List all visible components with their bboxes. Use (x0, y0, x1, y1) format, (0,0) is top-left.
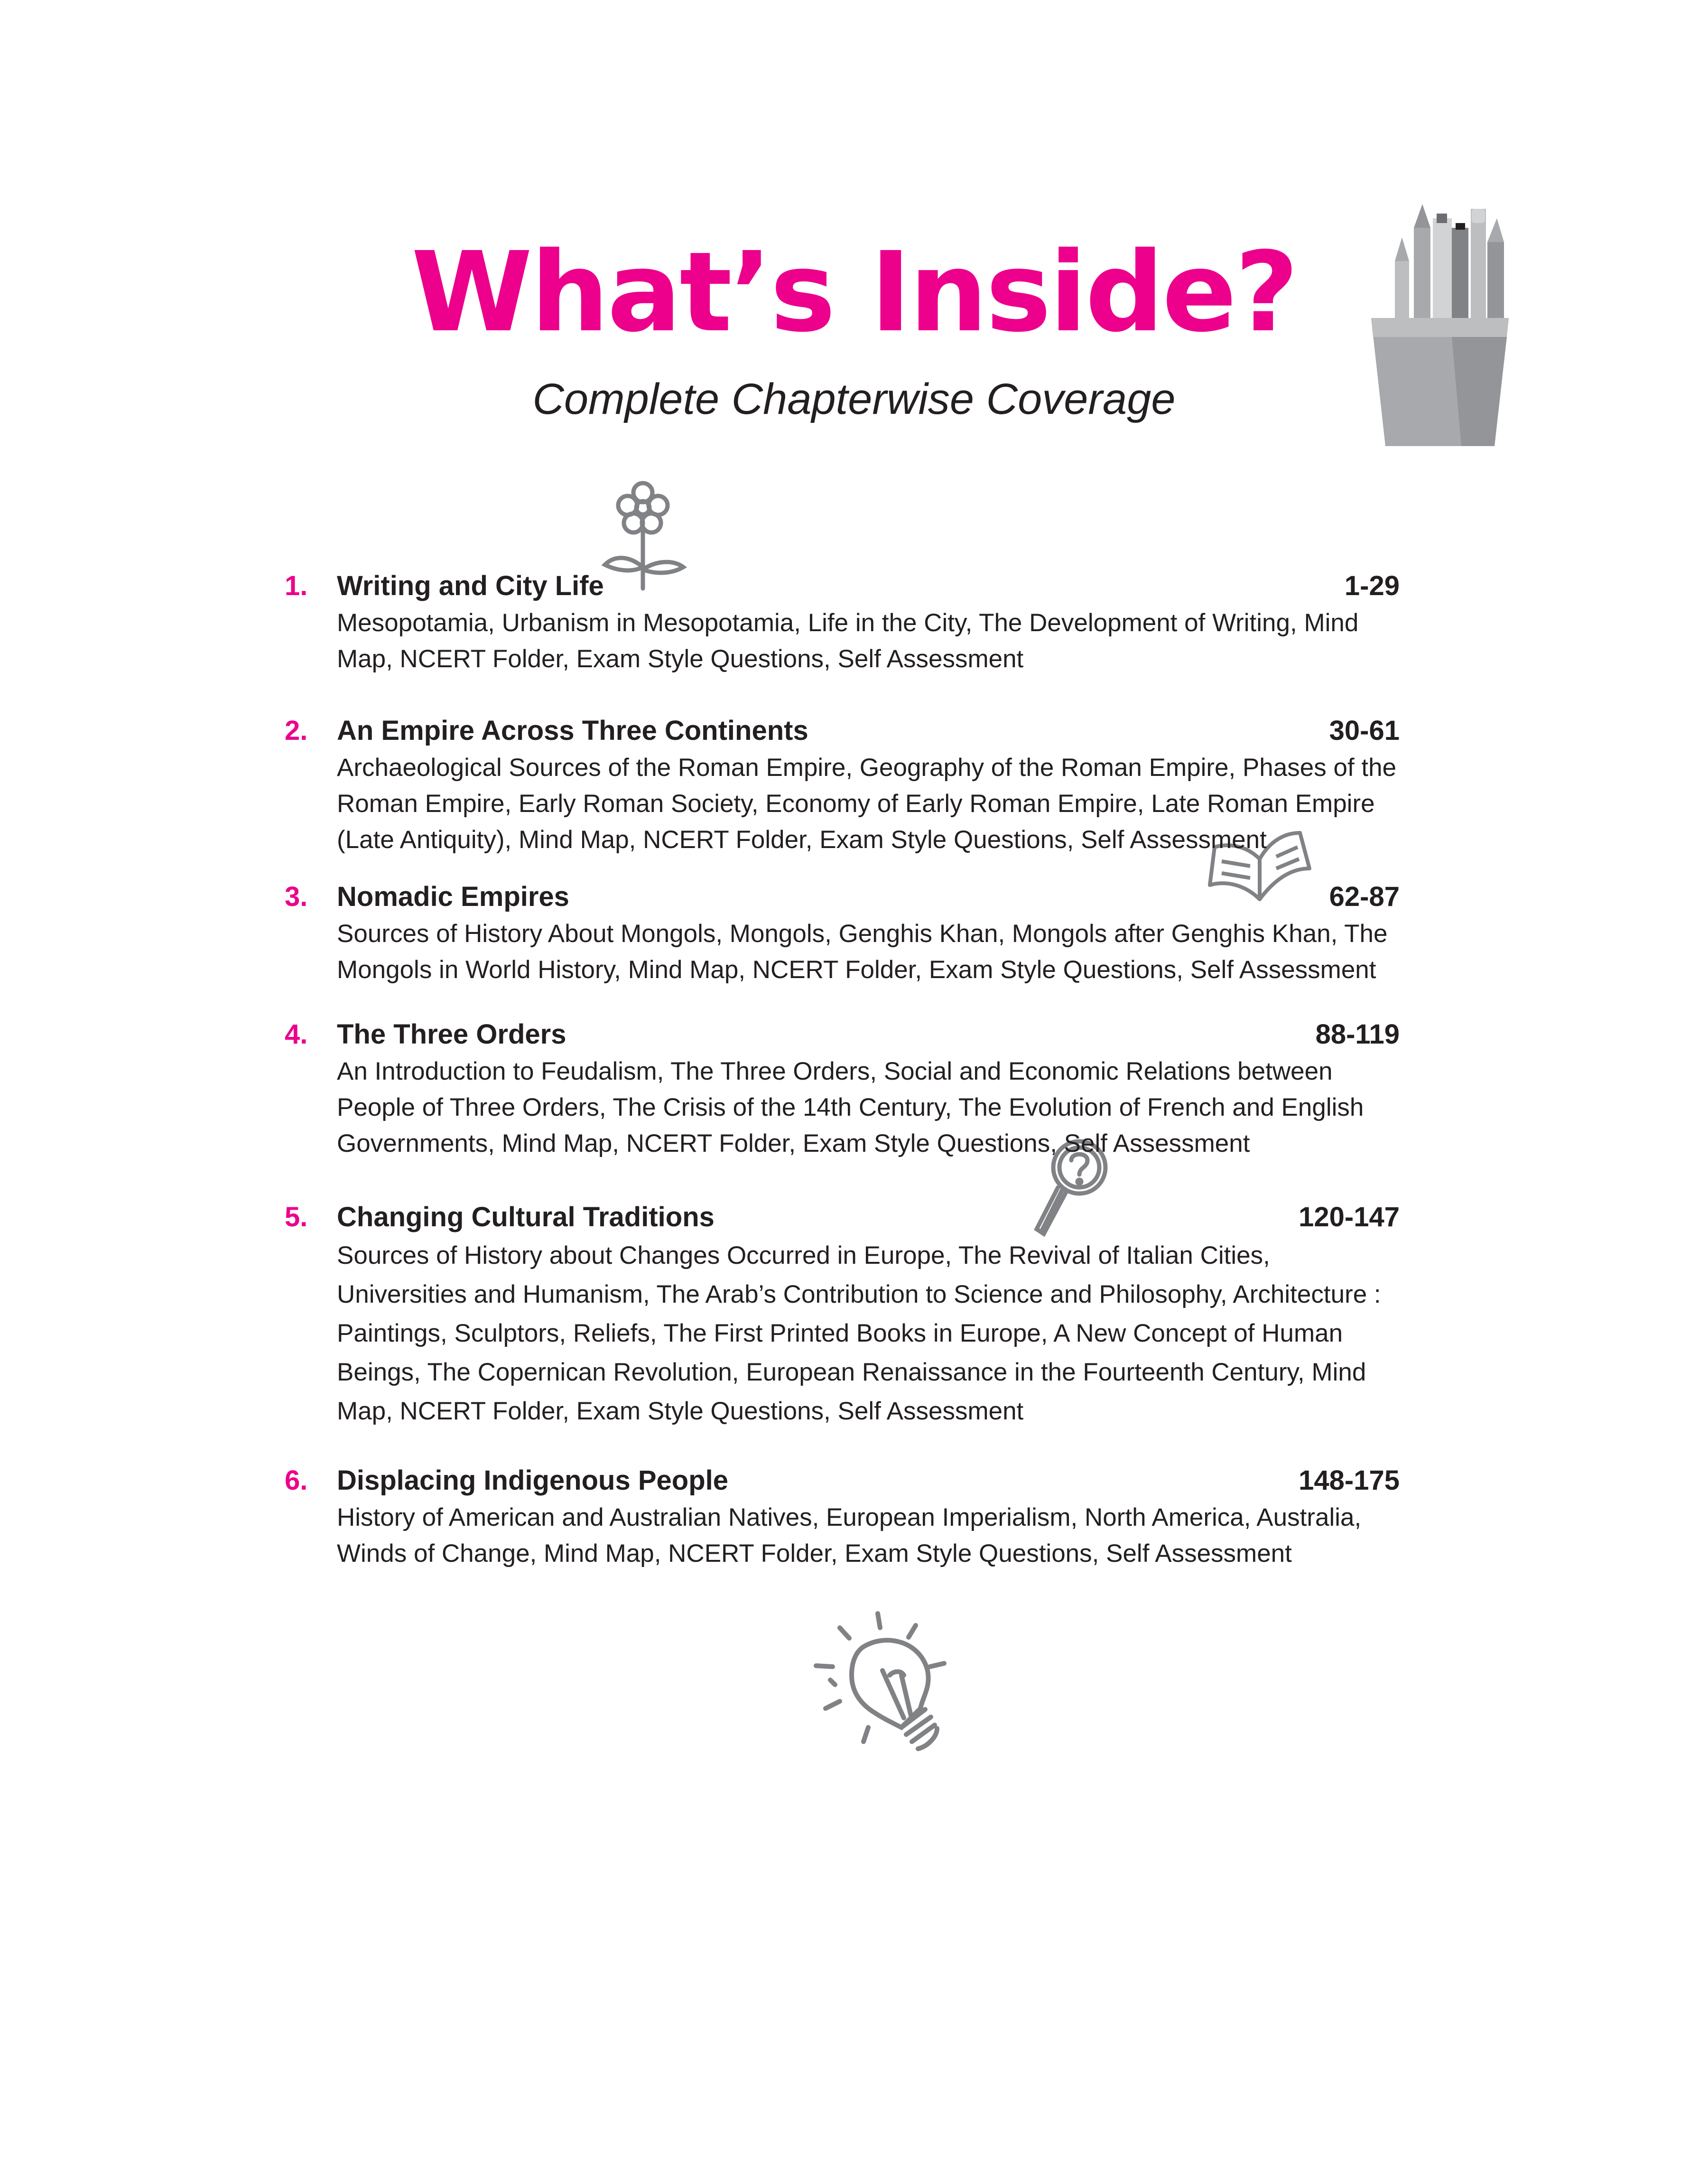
chapter-pages: 62-87 (1329, 881, 1400, 912)
chapter-entry-3 (285, 878, 1400, 988)
chapter-entry-4 (285, 1016, 1400, 1162)
chapter-title: Nomadic Empires (337, 881, 569, 912)
chapter-number: 1. (285, 570, 308, 601)
page-title: What’s Inside? (411, 228, 1297, 356)
chapter-pages: 148-175 (1299, 1465, 1400, 1496)
chapter-topics: History of American and Australian Natives, European Imperialism, North America, Australia, Winds of Change, Mind Map, NCERT Folder, Exam Style Questions, Self Assessment (337, 1503, 1362, 1567)
chapter-number: 6. (285, 1465, 308, 1496)
chapter-pages: 30-61 (1329, 715, 1400, 746)
chapter-number: 3. (285, 881, 308, 912)
chapter-entry-6 (285, 1462, 1400, 1572)
chapter-pages: 120-147 (1299, 1202, 1400, 1232)
chapter-number: 5. (285, 1202, 308, 1232)
chapter-title: The Three Orders (337, 1019, 566, 1050)
chapter-topics: Mesopotamia, Urbanism in Mesopotamia, Life in the City, The Development of Writing, Mind Map, NCERT Folder, Exam Style Questions, Self Assessment (337, 609, 1359, 673)
chapter-entry-2 (285, 712, 1400, 858)
chapter-title: An Empire Across Three Continents (337, 715, 808, 746)
chapter-topics: An Introduction to Feudalism, The Three Orders, Social and Economic Relations between People of Three Orders, The Crisis of the 14th Century, The Evolution of French and English Governments, Mind Map, NCERT Folder, Exam Style Questions, Self Assessment (337, 1057, 1364, 1157)
chapter-number: 4. (285, 1019, 308, 1050)
chapter-entry-1 (285, 567, 1400, 677)
chapter-title: Writing and City Life (337, 570, 604, 601)
chapter-title: Displacing Indigenous People (337, 1465, 728, 1496)
chapter-entry-5 (285, 1198, 1400, 1431)
chapter-topics: Archaeological Sources of the Roman Empire, Geography of the Roman Empire, Phases of the Roman Empire, Early Roman Society, Economy of Early Roman Empire, Late Roman Empire (Late Antiquity), Mind Map, NCERT Folder, Exam Style Questions, Self Assessment (337, 754, 1397, 854)
chapter-topics: Sources of History about Changes Occurred in Europe, The Revival of Italian Cities, Universities and Humanism, The Arab’s Contribution to Science and Philosophy, Architecture : Paintings, Sculptors, Reliefs, The First Printed Books in Europe, A New Concept of Human Beings, The Copernican Revolution, European Renaissance in the Fourteenth Century, Mind Map, NCERT Folder, Exam Style Questions, Self Assessment (337, 1241, 1381, 1425)
chapter-title: Changing Cultural Traditions (337, 1202, 715, 1232)
chapter-pages: 88-119 (1315, 1019, 1400, 1050)
chapter-pages: 1-29 (1344, 570, 1400, 601)
chapter-topics: Sources of History About Mongols, Mongols, Genghis Khan, Mongols after Genghis Khan, The Mongols in World History, Mind Map, NCERT Folder, Exam Style Questions, Self Assessment (337, 920, 1388, 984)
chapter-number: 2. (285, 715, 308, 746)
page-subtitle: Complete Chapterwise Coverage (532, 375, 1176, 423)
